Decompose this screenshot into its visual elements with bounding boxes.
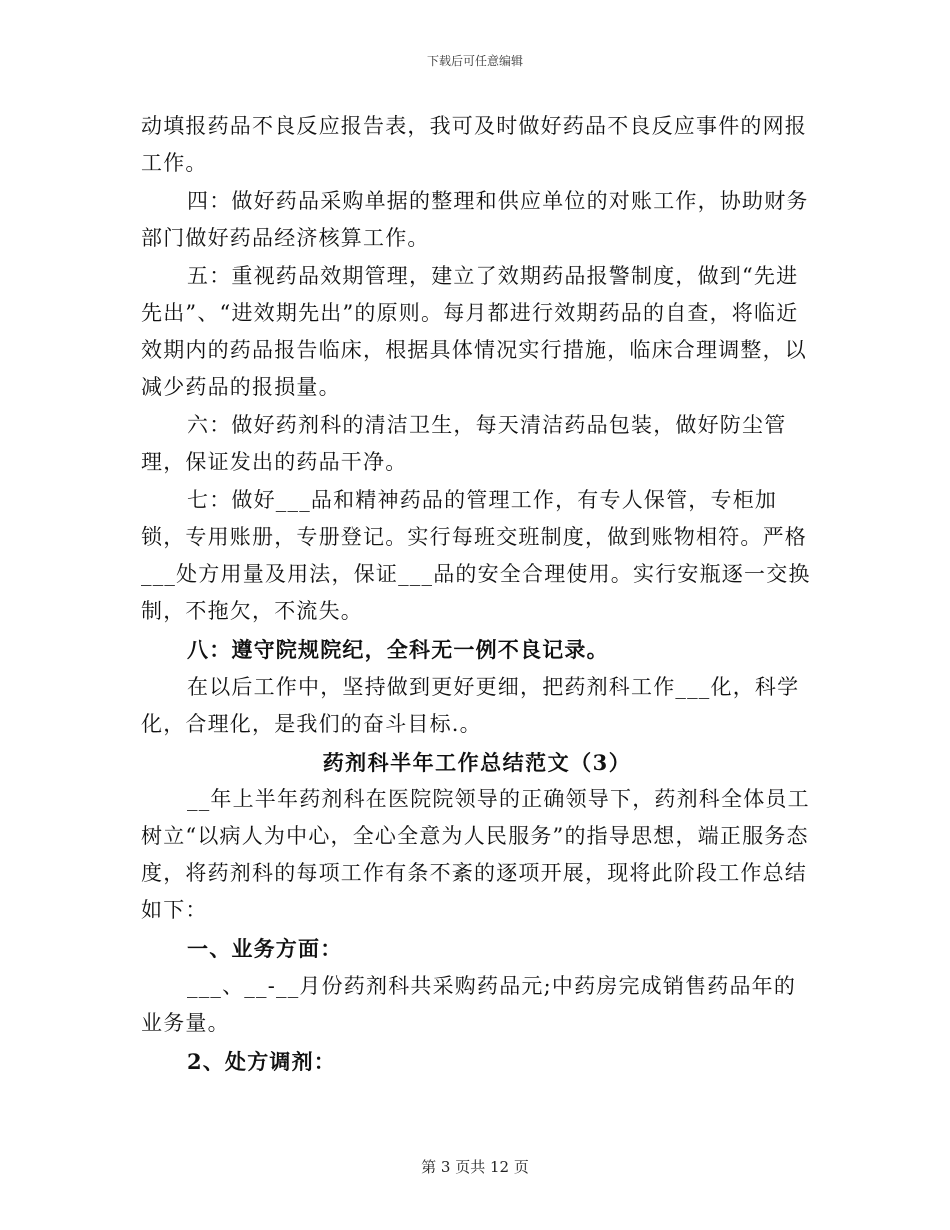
paragraph-intro: __年上半年药剂科在医院院领导的正确领导下，药剂科全体员工树立“以病人为中心，全心全意为人民服务”的指导思想，端正服务态度，将药剂科的每项工作有条不紊的逐项开展，现将此阶段工作总结如下： bbox=[141, 787, 810, 922]
paragraph-adr-report: 动填报药品不良反应报告表，我可及时做好药品不良反应事件的网报工作。 bbox=[141, 114, 807, 175]
paragraph-item-4: 四：做好药品采购单据的整理和供应单位的对账工作，协助财务部门做好药品经济核算工作。 bbox=[141, 189, 809, 250]
paragraph-item-5: 五：重视药品效期管理，建立了效期药品报警制度，做到“先进先出”、“进效期先出”的原则。每月都进行效期药品的自查，将临近效期内的药品报告临床，根据具体情况实行措施，临床合理调整，以减少药品的报损量。 bbox=[141, 264, 807, 399]
paragraph-purchasing: ___、__-__月份药剂科共采购药品元;中药房完成销售药品年的业务量。 bbox=[141, 974, 797, 1035]
page-header: 下载后可任意编辑 bbox=[426, 54, 523, 68]
section-title: 药剂科半年工作总结范文（3） bbox=[322, 750, 632, 775]
paragraph-item-7: 七：做好___品和精神药品的管理工作，有专人保管，专柜加锁，专用账册，专册登记。实行每班交班制度，做到账物相符。严格___处方用量及用法，保证___品的安全合理使用。实行安瓶逐一交换制，不拖欠，不流失。 bbox=[141, 488, 811, 623]
paragraph-item-8: 八：遵守院规院纪，全科无一例不良记录。 bbox=[187, 637, 609, 662]
heading-business: 一、业务方面： bbox=[187, 936, 343, 961]
heading-prescription: 2、处方调剂： bbox=[187, 1049, 337, 1074]
document-body bbox=[141, 108, 813, 1081]
page-footer: 第 3 页共 12 页 bbox=[421, 1158, 529, 1176]
paragraph-item-6: 六：做好药剂科的清洁卫生，每天清洁药品包装，做好防尘管理，保证发出的药品干净。 bbox=[141, 413, 787, 474]
paragraph-conclusion: 在以后工作中，坚持做到更好更细，把药剂科工作___化，科学化，合理化，是我们的奋斗目标.。 bbox=[141, 675, 800, 736]
